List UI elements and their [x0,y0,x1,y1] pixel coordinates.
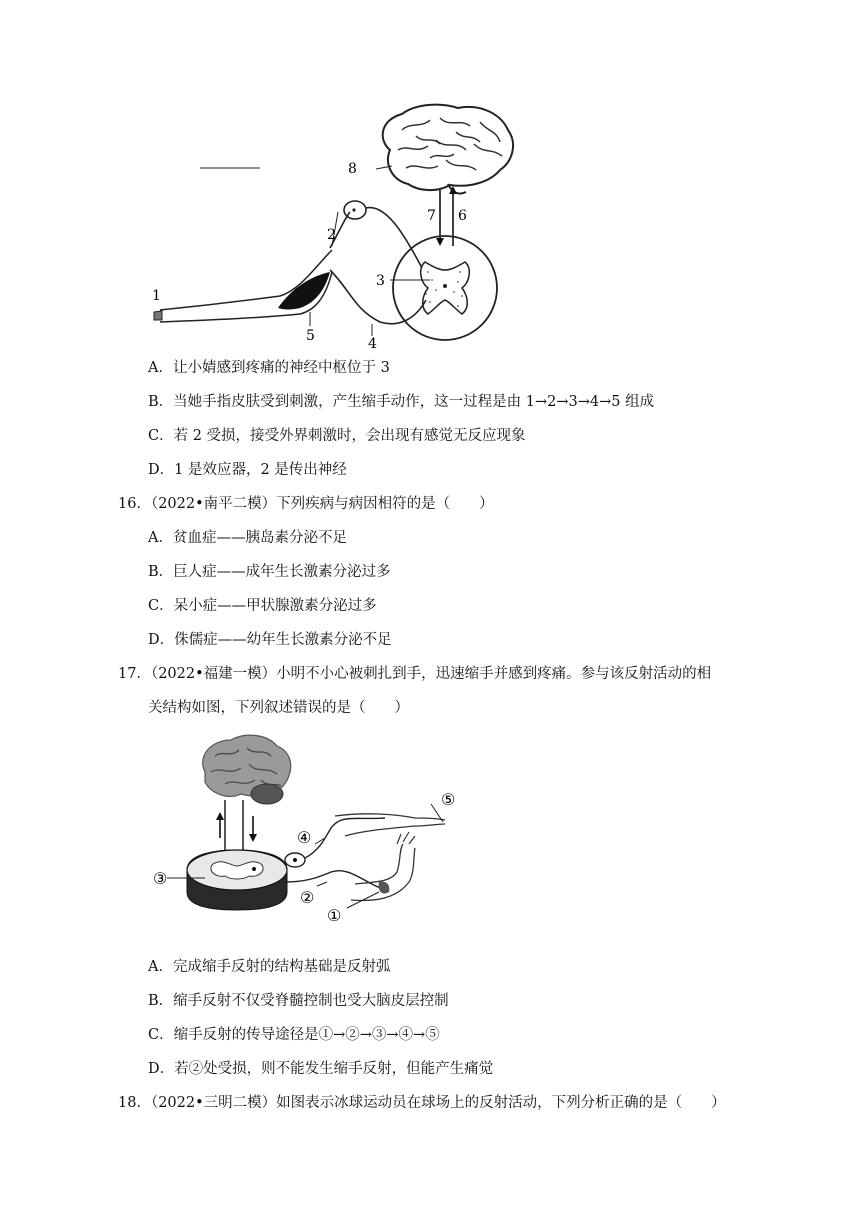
fig2-label-1: ① [327,906,342,925]
q18-stem: 18．（2022•三明二模）如图表示冰球运动员在球场上的反射活动，下列分析正确的是（ ） [118,1095,726,1111]
q17-option-a: A．完成缩手反射的结构基础是反射弧 [148,959,391,975]
fig2-label-4: ④ [297,828,312,847]
reflex-arc-figure-2 [145,732,475,940]
fig1-label-1: 1 [152,288,161,304]
fig1-label-8: 8 [348,161,357,177]
fig1-label-5: 5 [306,328,315,344]
fig2-label-3: ③ [153,869,168,888]
q15-option-c: C．若 2 受损，接受外界刺激时，会出现有感觉无反应现象 [148,428,526,444]
q17-option-b: B．缩手反射不仅受脊髓控制也受大脑皮层控制 [148,993,449,1009]
q15-option-d: D．1 是效应器，2 是传出神经 [148,462,347,478]
q16-stem: 16．（2022•南平二模）下列疾病与病因相符的是（ ） [118,496,494,512]
q16-option-b: B．巨人症——成年生长激素分泌过多 [148,564,391,580]
q17-stem-line2: 关结构如图，下列叙述错误的是（ ） [148,700,409,716]
brain-illustration [383,105,513,194]
q15-option-b: B．当她手指皮肤受到刺激，产生缩手动作，这一过程是由 1→2→3→4→5 组成 [148,394,655,410]
fig1-label-4: 4 [368,336,377,352]
fig1-label-3: 3 [376,273,385,289]
reflex-arc-figure-1 [140,100,540,355]
fig2-label-5: ⑤ [441,790,456,809]
q17-option-d: D．若②处受损，则不能发生缩手反射，但能产生痛觉 [148,1061,494,1077]
fig2-label-2: ② [300,888,315,907]
q16-option-c: C．呆小症——甲状腺激素分泌过多 [148,598,377,614]
q15-option-a: A．让小婧感到疼痛的神经中枢位于 3 [148,360,390,376]
fig1-label-2: 2 [327,227,336,243]
brain-illustration-2 [203,735,291,804]
q16-option-d: D．侏儒症——幼年生长激素分泌不足 [148,632,392,648]
q17-stem-line1: 17．（2022•福建一模）小明不小心被刺扎到手，迅速缩手并感到疼痛。参与该反射活动的相 [118,666,712,682]
q16-option-a: A．贫血症——胰岛素分泌不足 [148,530,347,546]
q17-option-c: C．缩手反射的传导途径是①→②→③→④→⑤ [148,1027,440,1043]
fig1-label-6: 6 [458,208,467,224]
fig1-label-7: 7 [427,208,436,224]
